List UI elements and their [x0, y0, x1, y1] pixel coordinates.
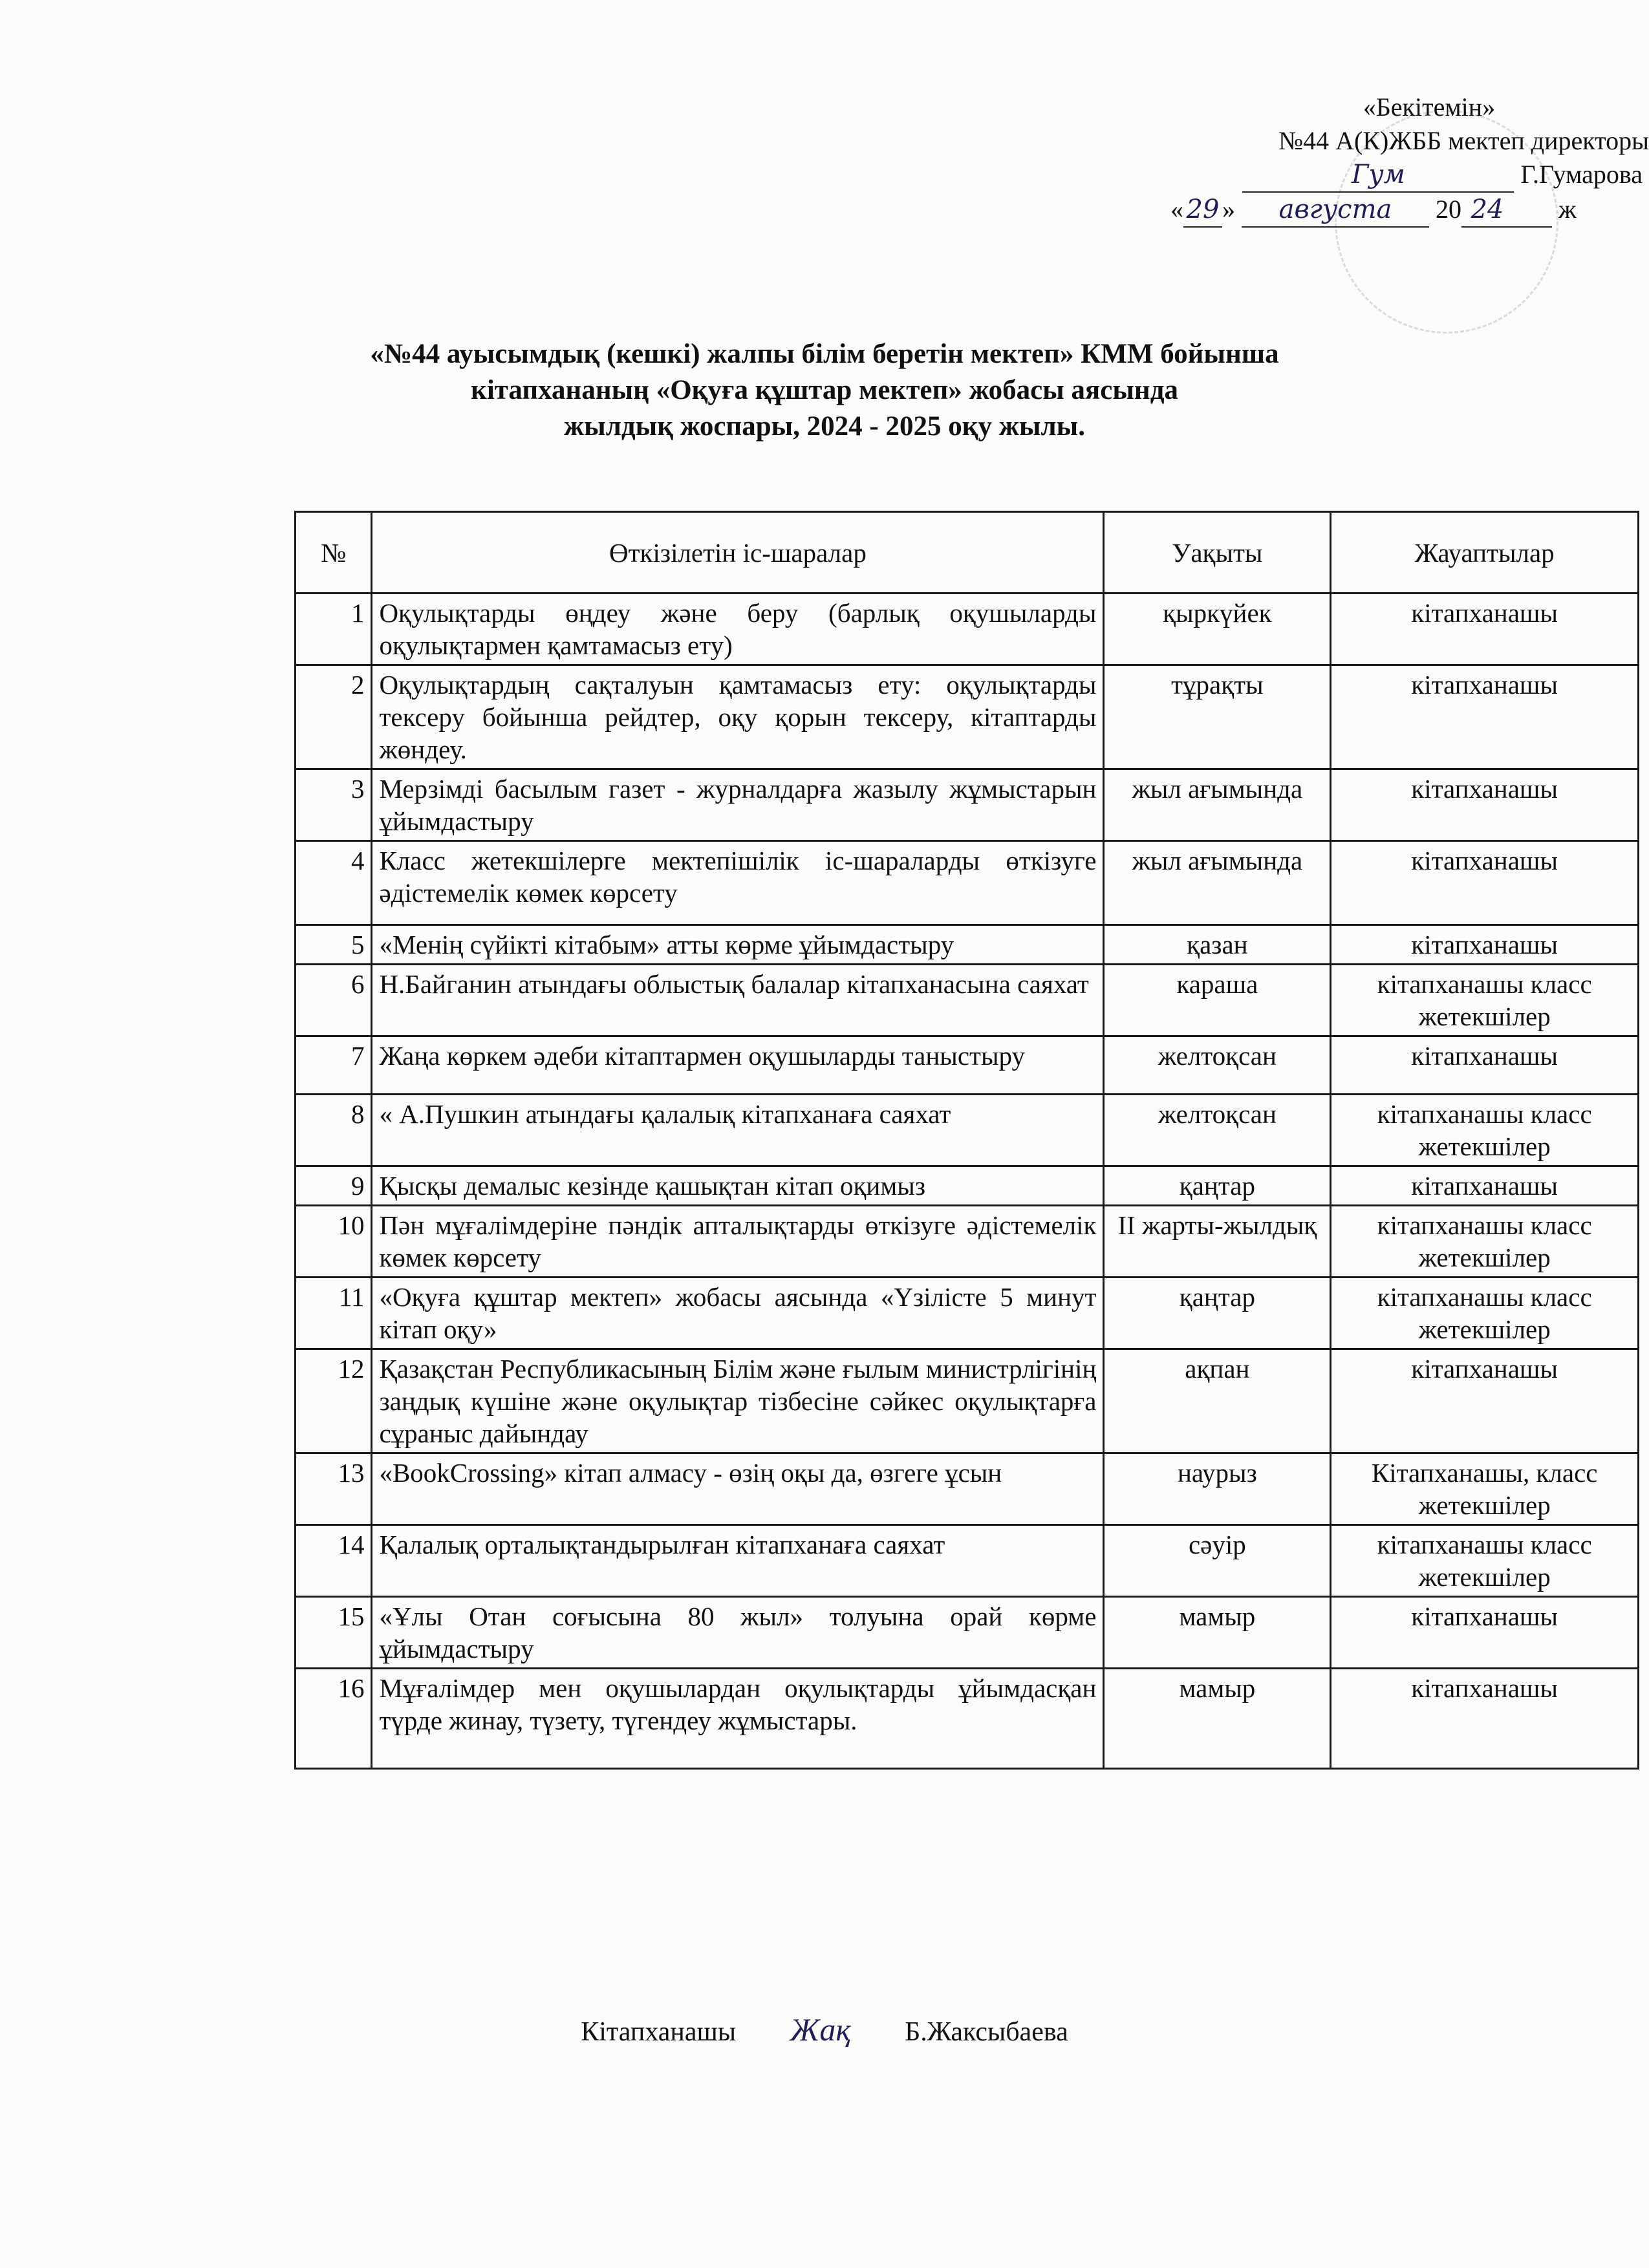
row-time: сәуір — [1104, 1525, 1331, 1597]
row-time: жыл ағымында — [1104, 769, 1331, 841]
approval-position: №44 А(К)ЖББ мектеп директоры — [1278, 126, 1649, 155]
row-number: 8 — [296, 1095, 372, 1166]
row-number: 15 — [296, 1597, 372, 1669]
row-time: қаңтар — [1104, 1278, 1331, 1349]
header-number: № — [296, 512, 372, 594]
row-time: ақпан — [1104, 1349, 1331, 1453]
row-responsible: кітапханашы — [1331, 925, 1639, 965]
row-number: 9 — [296, 1166, 372, 1206]
row-event: «Оқуға құштар мектеп» жобасы аясында «Үзілісте 5 минут кітап оқу» — [372, 1278, 1104, 1349]
row-time: желтоқсан — [1104, 1095, 1331, 1166]
row-event: Қалалық орталықтандырылған кітапханаға саяхат — [372, 1525, 1104, 1597]
row-event: « А.Пушкин атындағы қалалық кітапханаға саяхат — [372, 1095, 1104, 1166]
row-event: Қазақстан Республикасының Білім және ғылым министрлігінің заңдық күшіне және оқулықтар тізбесіне сәйкес оқулықтарға сұраныс дайындау — [372, 1349, 1104, 1453]
row-event: Мерзімді басылым газет - журналдарға жазылу жұмыстарын ұйымдастыру — [372, 769, 1104, 841]
row-time: мамыр — [1104, 1669, 1331, 1769]
table-row — [296, 594, 1639, 665]
table-row — [296, 1525, 1639, 1597]
row-number: 6 — [296, 965, 372, 1036]
librarian-signature: Жақ — [790, 2011, 851, 2048]
row-responsible: кітапханашы класс жетекшілер — [1331, 1525, 1639, 1597]
row-event: Жаңа көркем әдеби кітаптармен оқушыларды таныстыру — [372, 1036, 1104, 1095]
row-time: желтоқсан — [1104, 1036, 1331, 1095]
approval-date: « 29 » августа 20 24 ж — [1132, 193, 1649, 228]
row-event: Оқулықтарды өңдеу және беру (барлық оқушыларды оқулықтармен қамтамасыз ету) — [372, 594, 1104, 665]
row-responsible: кітапханашы — [1331, 594, 1639, 665]
row-number: 1 — [296, 594, 372, 665]
date-year: 24 — [1461, 193, 1513, 228]
signoff — [0, 2011, 1649, 2048]
date-day: 29 — [1183, 193, 1222, 228]
director-signature: Гум — [1351, 160, 1405, 189]
row-event: Класс жетекшілерге мектепішілік іс-шараларды өткізуге әдістемелік көмек көрсету — [372, 841, 1104, 925]
row-number: 4 — [296, 841, 372, 925]
row-number: 14 — [296, 1525, 372, 1597]
table-row — [296, 1597, 1639, 1669]
row-responsible: кітапханашы — [1331, 1349, 1639, 1453]
row-time: ІІ жарты-жылдық — [1104, 1206, 1331, 1278]
row-event: Оқулықтардың сақталуын қамтамасыз ету: оқулықтарды тексеру бойынша рейдтер, оқу қорын тексеру, кітаптарды жөндеу. — [372, 665, 1104, 769]
signoff-name: Б.Жаксыбаева — [905, 2017, 1068, 2047]
date-year-suffix: ж — [1558, 195, 1577, 224]
row-responsible: кітапханашы — [1331, 665, 1639, 769]
row-responsible: кітапханашы класс жетекшілер — [1331, 965, 1639, 1036]
row-responsible: кітапханашы — [1331, 841, 1639, 925]
plan-table — [294, 511, 1639, 1770]
row-time: мамыр — [1104, 1597, 1331, 1669]
row-event: Н.Байганин атындағы облыстық балалар кітапханасына саяхат — [372, 965, 1104, 1036]
header-responsible: Жауаптылар — [1331, 512, 1639, 594]
row-event: Қысқы демалыс кезінде қашықтан кітап оқимыз — [372, 1166, 1104, 1206]
row-event: «BookCrossing» кітап алмасу - өзің оқы да, өзгеге ұсын — [372, 1453, 1104, 1525]
row-responsible: Кітапханашы, класс жетекшілер — [1331, 1453, 1639, 1525]
row-number: 5 — [296, 925, 372, 965]
row-time: жыл ағымында — [1104, 841, 1331, 925]
row-number: 12 — [296, 1349, 372, 1453]
header-time: Уақыты — [1104, 512, 1331, 594]
table-row — [296, 841, 1639, 925]
row-responsible: кітапханашы класс жетекшілер — [1331, 1278, 1639, 1349]
row-number: 10 — [296, 1206, 372, 1278]
table-row — [296, 925, 1639, 965]
row-responsible: кітапханашы класс жетекшілер — [1331, 1095, 1639, 1166]
row-time: наурыз — [1104, 1453, 1331, 1525]
table-row — [296, 1453, 1639, 1525]
table-row — [296, 665, 1639, 769]
table-row — [296, 1206, 1639, 1278]
row-responsible: кітапханашы — [1331, 1597, 1639, 1669]
document-title: «№44 ауысымдық (кешкі) жалпы білім беретін мектеп» КММ бойынша кітапхананың «Оқуға құштар мектеп» жобасы аясында жылдық жоспары, 2024 - 2025 оқу жылы. — [370, 339, 1279, 442]
approval-heading: «Бекітемін» — [1363, 92, 1496, 122]
table-row — [296, 1166, 1639, 1206]
table-header-row — [296, 512, 1639, 594]
row-number: 3 — [296, 769, 372, 841]
row-event: «Ұлы Отан соғысына 80 жыл» толуына орай көрме ұйымдастыру — [372, 1597, 1104, 1669]
row-time: караша — [1104, 965, 1331, 1036]
row-event: Пән мұғалімдеріне пәндік апталықтарды өткізуге әдістемелік көмек көрсету — [372, 1206, 1104, 1278]
approval-signature-line — [1132, 158, 1649, 193]
row-number: 11 — [296, 1278, 372, 1349]
row-responsible: кітапханашы класс жетекшілер — [1331, 1206, 1639, 1278]
row-responsible: кітапханашы — [1331, 1036, 1639, 1095]
row-event: Мұғалімдер мен оқушылардан оқулықтарды ұйымдасқан түрде жинау, түзету, түгендеу жұмыстары. — [372, 1669, 1104, 1769]
table-row — [296, 1278, 1639, 1349]
table-row — [296, 1095, 1639, 1166]
date-year-prefix: 20 — [1436, 195, 1461, 224]
table-row — [296, 1669, 1639, 1769]
approval-block — [1132, 91, 1649, 228]
row-responsible: кітапханашы — [1331, 769, 1639, 841]
row-time: тұрақты — [1104, 665, 1331, 769]
table-row — [296, 1349, 1639, 1453]
table-row — [296, 769, 1639, 841]
row-number: 7 — [296, 1036, 372, 1095]
signoff-role: Кітапханашы — [581, 2017, 737, 2047]
row-time: қаңтар — [1104, 1166, 1331, 1206]
table-row — [296, 965, 1639, 1036]
row-time: қыркүйек — [1104, 594, 1331, 665]
row-number: 16 — [296, 1669, 372, 1769]
table-row — [296, 1036, 1639, 1095]
row-number: 2 — [296, 665, 372, 769]
header-events: Өткізілетін іс-шаралар — [372, 512, 1104, 594]
row-responsible: кітапханашы — [1331, 1166, 1639, 1206]
date-month: августа — [1242, 193, 1429, 228]
director-name: Г.Гумарова — [1520, 160, 1643, 189]
row-event: «Менің сүйікті кітабым» атты көрме ұйымдастыру — [372, 925, 1104, 965]
row-number: 13 — [296, 1453, 372, 1525]
row-responsible: кітапханашы — [1331, 1669, 1639, 1769]
row-time: қазан — [1104, 925, 1331, 965]
